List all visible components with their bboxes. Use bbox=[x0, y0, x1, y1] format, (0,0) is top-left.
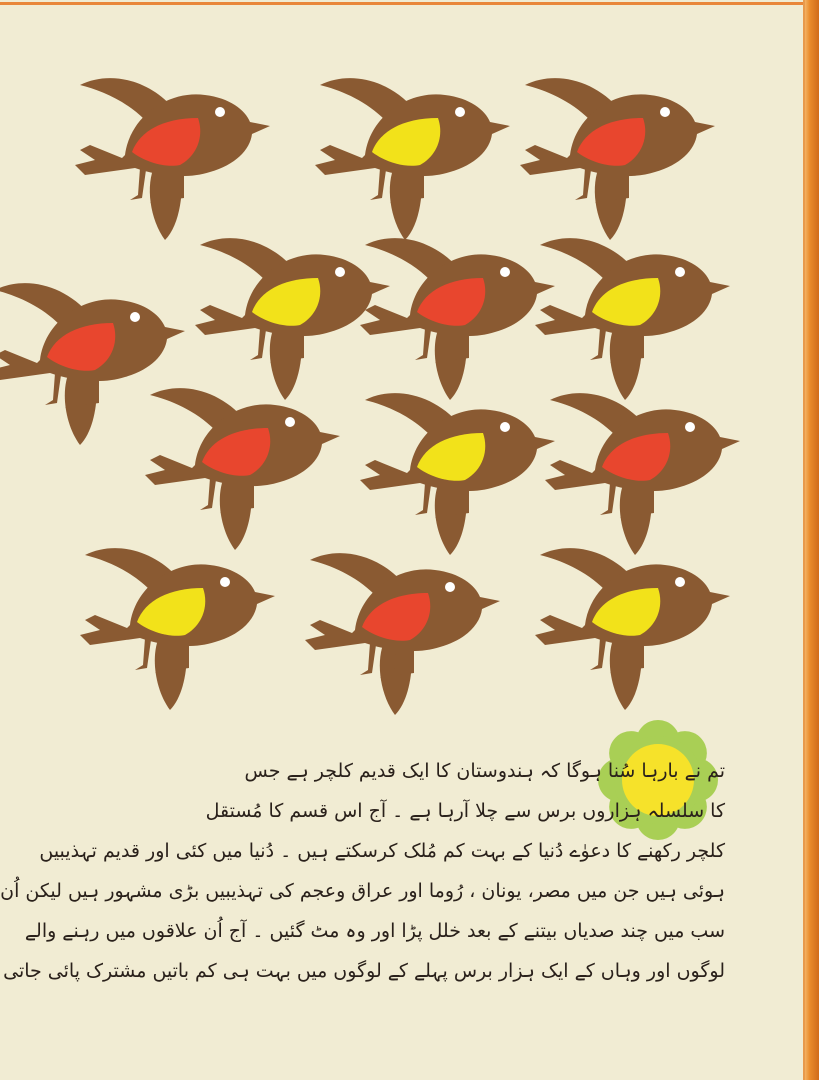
text-line-6: لوگوں اور وہاں کے ایک ہزار برس پہلے کے لوگوں میں بہت ہی کم باتیں مشترک پائی جاتی bbox=[3, 960, 725, 982]
bird-red bbox=[520, 78, 715, 240]
bird-red bbox=[145, 388, 340, 550]
bird-red bbox=[0, 283, 185, 445]
text-line-1: تم نے بارہا سُنا ہوگا کہ ہندوستان کا ایک قدیم کلچر ہے جس bbox=[244, 760, 725, 782]
bird-yellow bbox=[360, 393, 555, 555]
bird-yellow bbox=[535, 548, 730, 710]
text-line-4: ہوئی ہیں جن میں مصر، یونان ، رُوما اور عراق وعجم کی تہذیبیں بڑی مشہور ہیں لیکن اُن bbox=[0, 880, 725, 902]
bird-yellow bbox=[315, 78, 510, 240]
bird-red bbox=[75, 78, 270, 240]
bird-red bbox=[545, 393, 740, 555]
bird-red bbox=[305, 553, 500, 715]
text-line-2: کا سلسلہ ہزاروں برس سے چلا آرہا ہے ۔ آج اس قسم کا مُستقل bbox=[205, 800, 725, 822]
bird-yellow bbox=[535, 238, 730, 400]
text-line-3: کلچر رکھنے کا دعوٰے دُنیا کے بہت کم مُلک کرسکتے ہیں ۔ دُنیا میں کئی اور قدیم تہذیبیں bbox=[39, 840, 725, 862]
bird-yellow bbox=[80, 548, 275, 710]
text-line-5: سب میں چند صدیاں بیتنے کے بعد خلل پڑا اور وہ مٹ گئیں ۔ آج اُن علاقوں میں رہنے والے bbox=[24, 920, 725, 942]
bird-red bbox=[360, 238, 555, 400]
bird-yellow bbox=[195, 238, 390, 400]
